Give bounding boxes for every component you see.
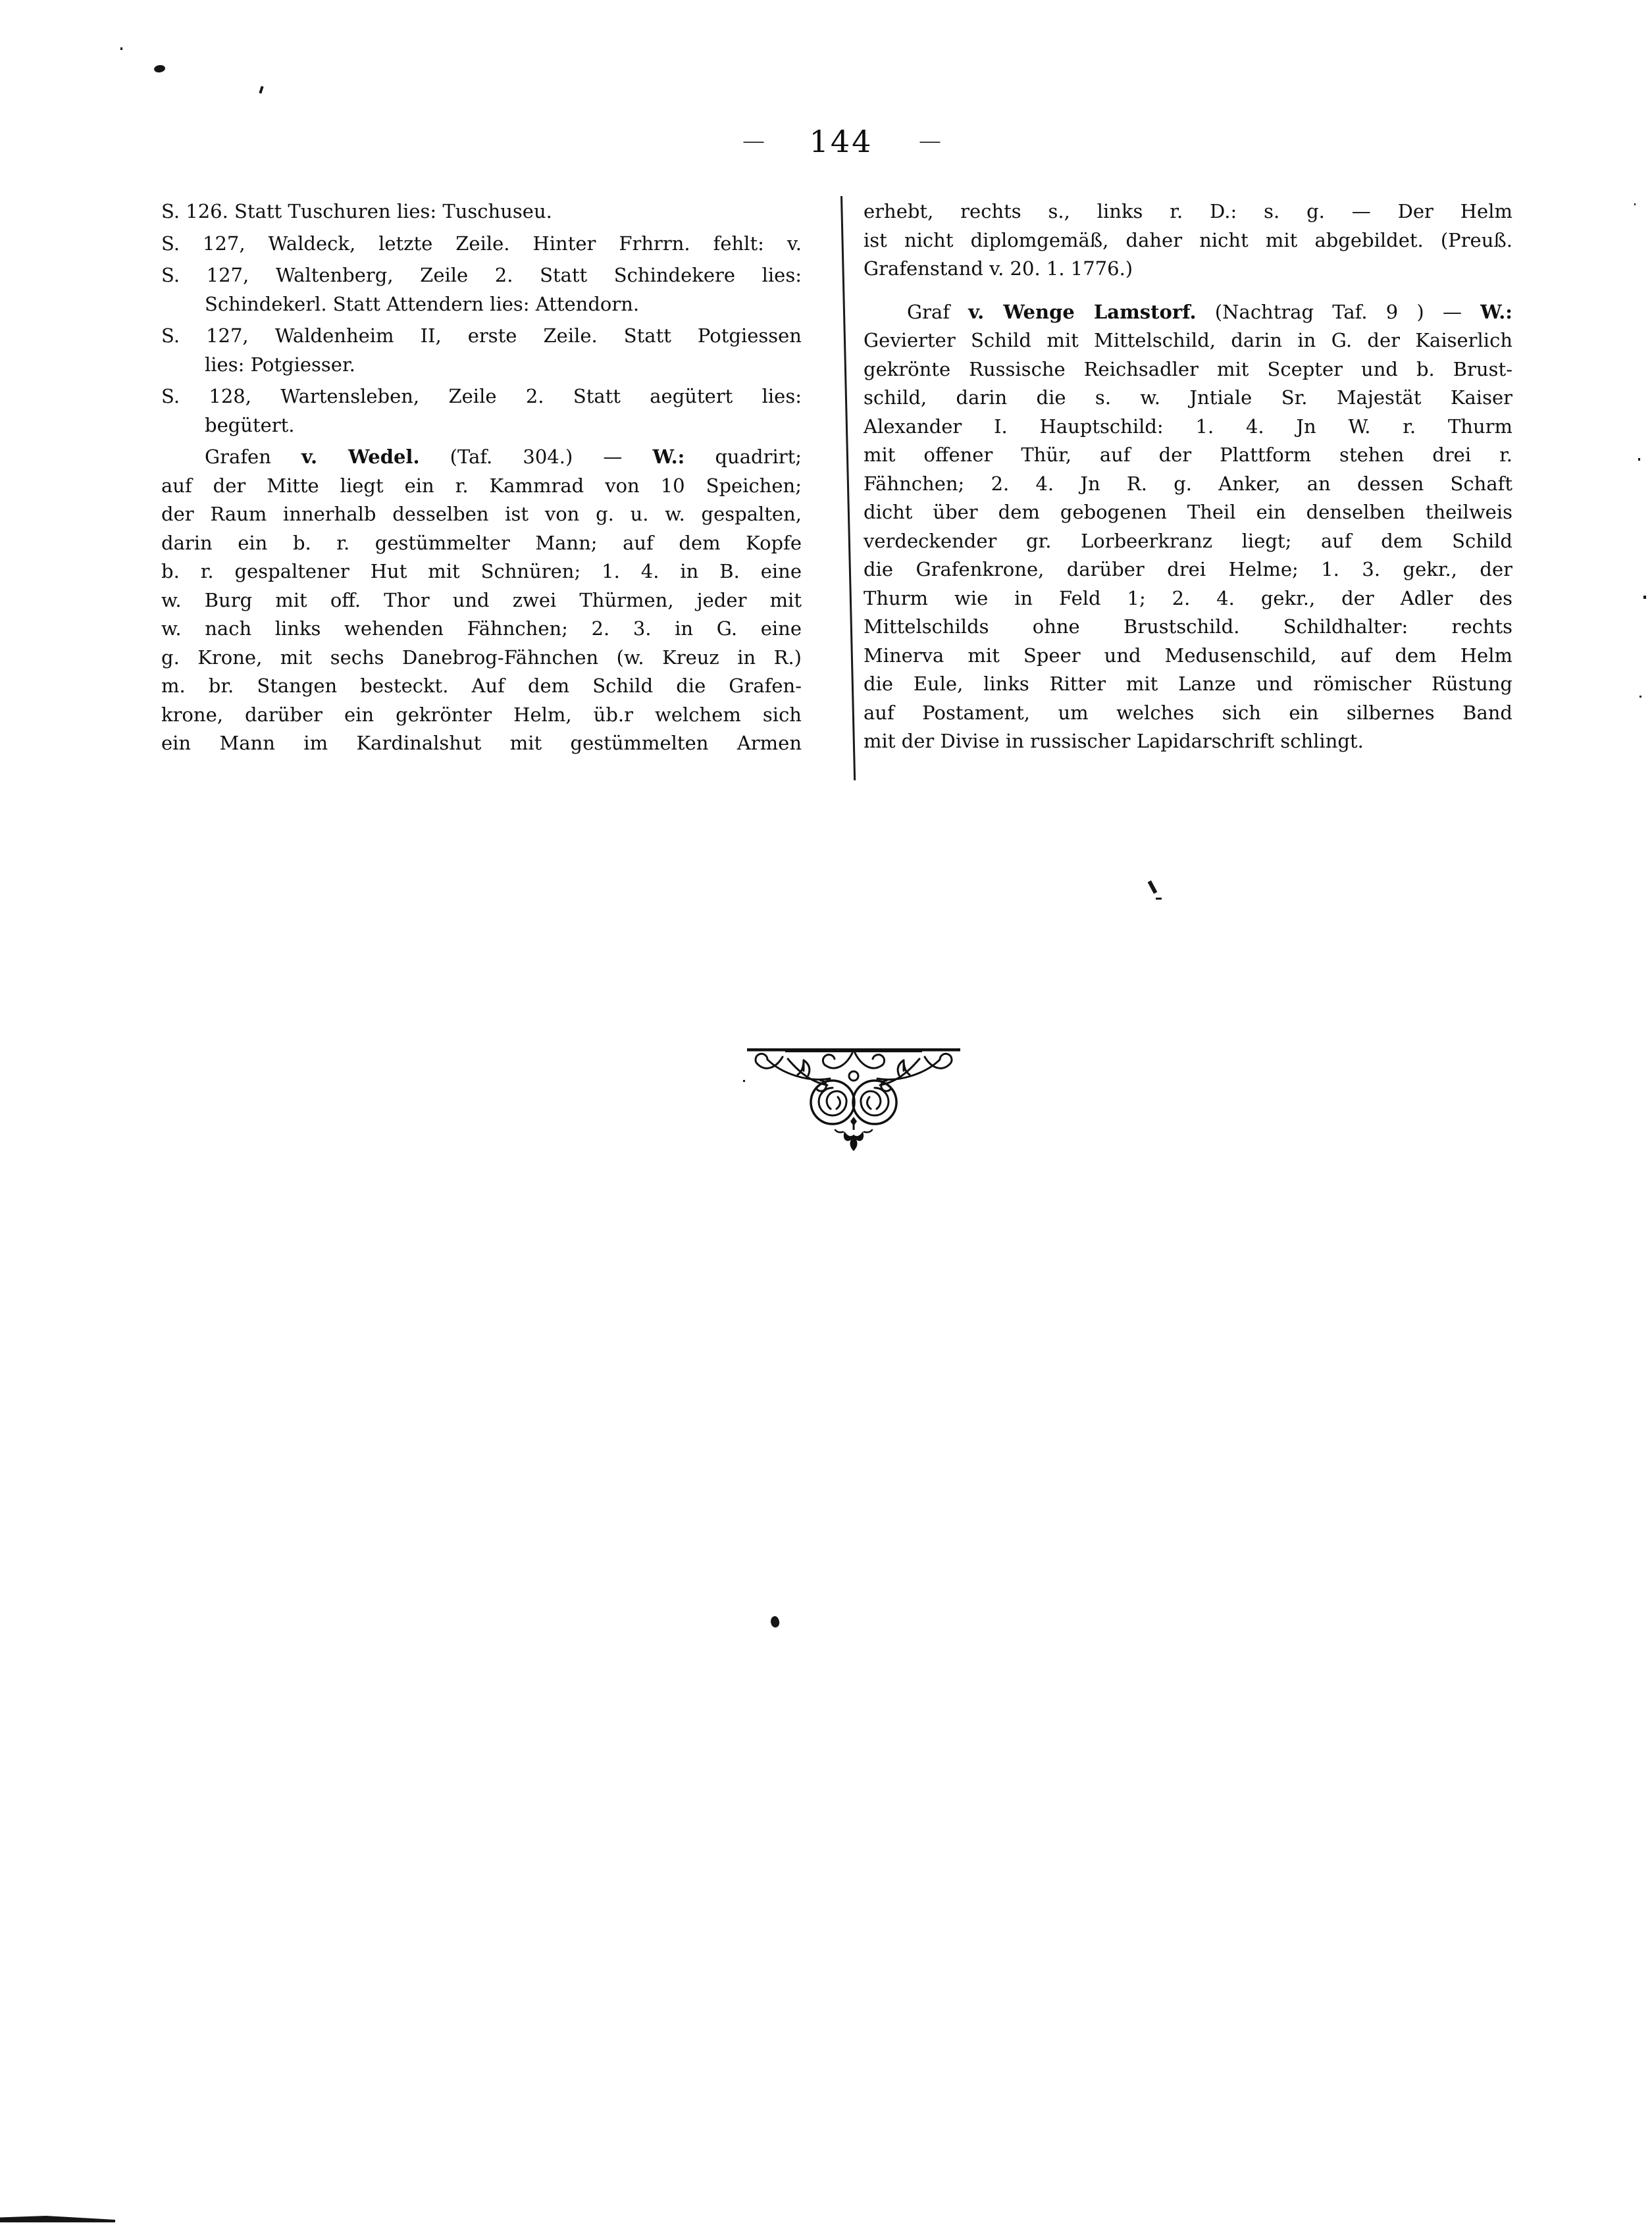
text-line: Gevierter Schild mit Mittelschild, darin in G. der Kaiserlich xyxy=(864,329,1512,351)
errata-line: lies: Potgiesser. xyxy=(205,353,355,376)
errata-entry xyxy=(161,230,802,259)
errata-entry xyxy=(161,197,802,226)
text-line: verdeckender gr. Lorbeerkranz liegt; auf dem Schild xyxy=(864,529,1512,552)
text-line: m. br. Stangen besteckt. Auf dem Schild die Grafen- xyxy=(161,675,802,697)
plate-reference: (Taf. 304.) — xyxy=(419,446,653,468)
text-line: Alexander I. Hauptschild: 1. 4. Jn W. r. Thurm xyxy=(864,415,1512,438)
text-line: ist nicht diplomgemäß, daher nicht mit abgebildet. (Preuß. xyxy=(864,228,1512,251)
ink-speck xyxy=(1634,203,1636,205)
wedel-article xyxy=(161,443,802,758)
text-line: krone, darüber ein gekrönter Helm, üb.r welchem sich xyxy=(161,703,802,726)
ink-speck xyxy=(1148,881,1158,894)
header-dash-right: — xyxy=(919,132,940,151)
blazon-start: quadrirt; xyxy=(684,446,802,468)
ink-speck xyxy=(153,64,165,73)
plate-reference: (Nachtrag Taf. 9 ) — xyxy=(1196,300,1481,323)
wenge-heading-line xyxy=(864,298,1512,327)
text-line: Mittelschilds ohne Brustschild. Schildhalter: rechts xyxy=(864,615,1512,638)
text-line: w. nach links wehenden Fähnchen; 2. 3. in G. eine xyxy=(161,617,802,640)
text-line: schild, darin die s. w. Jntiale Sr. Majestät Kaiser xyxy=(864,386,1512,409)
page-number: 144 xyxy=(809,124,873,159)
ink-speck xyxy=(259,86,263,94)
text-line: dicht über dem gebogenen Theil ein denselben theilweis xyxy=(864,501,1512,523)
text-line: Minerva mit Speer und Medusenschild, auf dem Helm xyxy=(864,644,1512,667)
wenge-article xyxy=(864,298,1512,756)
floral-tailpiece-ornament xyxy=(747,1048,960,1152)
column-divider-rule xyxy=(840,196,856,780)
family-name: v. Wedel. xyxy=(301,446,420,468)
text-line: mit der Divise in russischer Lapidarschrift schlingt. xyxy=(864,730,1364,752)
text-line: Grafenstand v. 20. 1. 1776.) xyxy=(864,257,1133,280)
text-line: Fähnchen; 2. 4. Jn R. g. Anker, an dessen Schaft xyxy=(864,472,1512,495)
text-line: erhebt, rechts s., links r. D.: s. g. — Der Helm xyxy=(864,200,1512,222)
text-line: w. Burg mit off. Thor und zwei Thürmen, jeder mit xyxy=(161,588,802,611)
family-name: v. Wenge Lamstorf. xyxy=(968,300,1197,323)
ink-speck xyxy=(1643,596,1646,599)
errata-line: S. 127, Waltenberg, Zeile 2. Statt Schindekere lies: xyxy=(161,264,802,286)
text-line: gekrönte Russische Reichsadler mit Scepter und b. Brust- xyxy=(864,357,1512,380)
text-line: auf Postament, um welches sich ein silbernes Band xyxy=(864,701,1512,724)
text-line: Thurm wie in Feld 1; 2. 4. gekr., der Adler des xyxy=(864,586,1512,609)
errata-line: S. 126. Statt Tuschuren lies: Tuschuseu. xyxy=(161,200,552,222)
text-line: ein Mann im Kardinalshut mit gestümmelten Armen xyxy=(161,732,802,754)
ink-speck xyxy=(769,1615,781,1628)
text-line: der Raum innerhalb desselben ist von g. u. w. gespalten, xyxy=(161,503,802,525)
ink-smear xyxy=(0,2216,115,2222)
errata-line: begütert. xyxy=(205,413,295,436)
ink-speck xyxy=(1638,458,1640,461)
errata-entry xyxy=(161,261,802,319)
ink-speck xyxy=(1639,696,1641,698)
text-line: b. r. gespaltener Hut mit Schnüren; 1. 4. in B. eine xyxy=(161,560,802,582)
text-line: mit offener Thür, auf der Plattform stehen drei r. xyxy=(864,444,1512,466)
wappen-abbrev: W.: xyxy=(652,446,685,468)
errata-entry xyxy=(161,382,802,440)
page-header xyxy=(742,122,940,161)
text-line: auf der Mitte liegt ein r. Kammrad von 10 Speichen; xyxy=(161,474,802,497)
errata-line: S. 127, Waldeck, letzte Zeile. Hinter Frhrrn. fehlt: v. xyxy=(161,232,802,255)
article-intro: Grafen xyxy=(205,446,302,468)
text-line: darin ein b. r. gestümmelter Mann; auf dem Kopfe xyxy=(161,531,802,554)
ink-speck xyxy=(743,1080,745,1082)
wedel-heading-line xyxy=(161,443,802,472)
wappen-abbrev: W.: xyxy=(1480,300,1512,323)
text-line: die Eule, links Ritter mit Lanze und römischer Rüstung xyxy=(864,673,1512,695)
ink-speck xyxy=(1156,898,1162,900)
text-line: g. Krone, mit sechs Danebrog-Fähnchen (w. Kreuz in R.) xyxy=(161,646,802,669)
article-intro: Graf xyxy=(907,300,969,323)
errata-line: S. 128, Wartensleben, Zeile 2. Statt aegütert lies: xyxy=(161,385,802,407)
right-column xyxy=(864,197,1512,756)
errata-entry xyxy=(161,322,802,379)
errata-line: Schindekerl. Statt Attendern lies: Attendorn. xyxy=(205,292,640,315)
text-line: die Grafenkrone, darüber drei Helme; 1. 3. gekr., der xyxy=(864,558,1512,580)
ink-speck xyxy=(120,47,122,50)
wedel-article-continuation xyxy=(864,197,1512,284)
errata-line: S. 127, Waldenheim II, erste Zeile. Statt Potgiessen xyxy=(161,324,802,347)
left-column xyxy=(161,197,802,758)
header-dash-left: — xyxy=(742,132,763,151)
